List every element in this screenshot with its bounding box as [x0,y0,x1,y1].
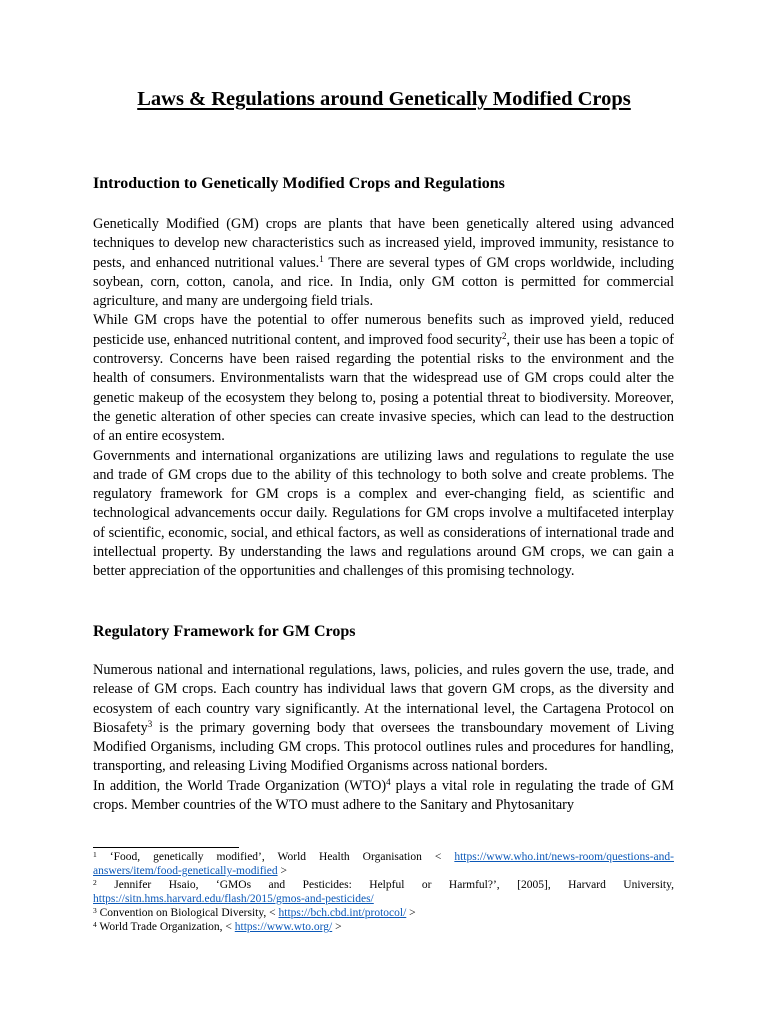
footnote-ref[interactable]: 2 [502,330,507,341]
paragraph: Governments and international organizations are utilizing laws and regulations to regulate the use and trade of GM crops due to the ability of this technology to both solve and create problems. The regulatory framework for GM crops is a complex and ever-changing field, as scientific and technological advancements occur daily. Regulations for GM crops involve a multifaceted interplay of scientific, economic, social, and ethical factors, as well as considerations of international trade and intellectual property. By understanding the laws and regulations around GM crops, we can gain a better appreciation of the opportunities and challenges of this promising technology. [93,447,674,580]
paragraph-text: is the primary governing body that oversees the transboundary movement of Living Modified Organisms, including GM crops. This protocol outlines rules and procedures for handling, transporting, and releasing Living Modified Organisms across national borders. [93,719,674,775]
footnote-text: Convention on Biological Diversity, < [96,907,279,919]
footnote-link[interactable]: https://bch.cbd.int/protocol/ [278,907,407,919]
footnote-number: 1 [93,850,97,859]
paragraph [93,311,674,446]
paragraph [93,215,674,311]
footnote [93,906,674,920]
footnote [93,850,674,878]
paragraph-text: While GM crops have the potential to offer numerous benefits such as improved yield, reduced pesticide use, enhanced nutritional content, and improved food security [93,312,674,348]
footnote-text: ‘Food, genetically modified’, World Health Organisation < [96,851,455,863]
footnote-ref[interactable]: 4 [386,776,391,787]
section-body-regulatory-framework [93,661,674,815]
footnote-text: > [277,865,287,877]
footnote-separator [93,847,239,848]
paragraph-text: There are several types of GM crops worldwide, including soybean, corn, cotton, canola, and rice. In India, only GM cotton is permitted for commercial agriculture, and many are undergoing field trials. [93,254,675,310]
document-title: Laws & Regulations around Genetically Modified Crops [137,88,631,110]
footnote-ref[interactable]: 1 [319,253,324,264]
footnote-text: Jennifer Hsaio, ‘GMOs and Pesticides: Helpful or Harmful?’, [2005], Harvard University, [96,879,674,891]
section-body-introduction [93,215,674,582]
footnote [93,878,674,906]
paragraph-text: Numerous national and international regulations, laws, policies, and rules govern the use, trade, and release of GM crops. Each country has individual laws that govern GM crops, as the diversity and ecosystem of each country vary significantly. At the international level, the Cartagena Protocol on Biosafety [93,662,674,736]
paragraph [93,777,674,816]
footnote [93,920,674,934]
paragraph-text: plays a vital role in regulating the trade of GM crops. Member countries of the WTO must adhere to the Sanitary and Phytosanitary [93,777,674,814]
paragraph [93,661,674,777]
paragraph-text: In addition, the World Trade Organization (WTO) [93,777,387,794]
footnote-text: > [332,921,342,933]
footnote-number: 4 [93,920,97,929]
section-heading-regulatory-framework: Regulatory Framework for GM Crops [93,623,356,640]
footnote-text: > [406,907,416,919]
footnote-ref[interactable]: 3 [147,718,153,729]
footnotes [93,850,674,934]
footnote-link[interactable]: https://sitn.hms.harvard.edu/flash/2015/gmos-and-pesticides/ [93,893,374,905]
footnote-number: 3 [93,906,97,915]
footnote-link[interactable]: https://www.wto.org/ [234,921,333,933]
footnote-text: World Trade Organization, < [96,921,235,933]
paragraph-text: Genetically Modified (GM) crops are plants that have been genetically altered using advanced techniques to develop new characteristics such as increased yield, improved immunity, resistance to pests, and enhanced nutritional values. [93,216,674,271]
footnote-number: 2 [93,878,97,887]
paragraph-text: , their use has been a topic of controversy. Concerns have been raised regarding the potential risks to the environment and the health of consumers. Environmentalists warn that the widespread use of GM crops could alter the genetic makeup of the ecosystem they belong to, posing a potential threat to biodiversity. Moreover, the genetic alteration of other species can create invasive species, which can lead to the destruction of an entire ecosystem. [93,331,674,445]
section-heading-introduction: Introduction to Genetically Modified Crops and Regulations [93,175,505,192]
footnote-link[interactable]: https://www.who.int/news-room/questions-and-answers/item/food-genetically-modified [93,851,674,877]
